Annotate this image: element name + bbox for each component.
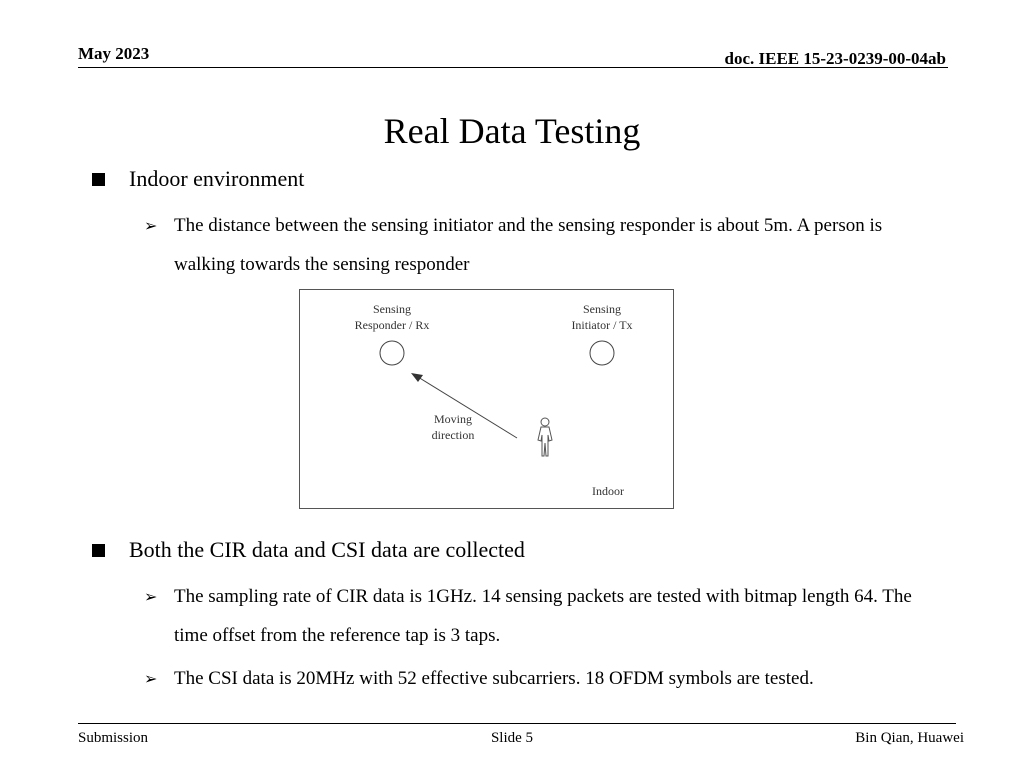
initiator-node-icon <box>590 341 614 365</box>
arrow-bullet-icon: ➢ <box>144 216 158 235</box>
sub-bullet-text: The sampling rate of CIR data is 1GHz. 14 sensing packets are tested with bitmap length 64. The time offset from the reference tap is 3 taps. <box>174 586 912 646</box>
sub-bullet-text: The distance between the sensing initiator and the sensing responder is about 5m. A person is walking towards the sensing responder <box>174 215 883 275</box>
initiator-label: Sensing Initiator / Tx <box>571 302 633 332</box>
sub-bullet-distance <box>144 206 944 284</box>
footer-divider <box>78 723 956 724</box>
square-bullet-icon <box>92 544 105 557</box>
slide-title: Real Data Testing <box>383 111 641 151</box>
responder-label: Sensing Responder / Rx <box>354 302 430 332</box>
bullet-indoor <box>92 166 304 192</box>
arrow-bullet-icon: ➢ <box>144 587 158 606</box>
indoor-scenario-figure <box>299 289 674 509</box>
footer-slide-number: Slide 5 <box>490 730 534 746</box>
footer-submission: Submission <box>78 730 149 746</box>
indoor-label: Indoor <box>592 484 624 498</box>
square-bullet-icon <box>92 173 105 186</box>
bullet-text: Both the CIR data and CSI data are collected <box>129 537 525 562</box>
moving-direction-label: Moving direction <box>431 412 475 442</box>
bullet-text: Indoor environment <box>129 166 305 191</box>
header-doc-id: doc. IEEE 15-23-0239-00-04ab <box>724 49 946 68</box>
arrow-bullet-icon: ➢ <box>144 669 158 688</box>
sub-bullet-cir <box>144 577 944 655</box>
header-date: May 2023 <box>78 44 150 63</box>
sub-bullet-csi <box>144 659 944 698</box>
person-icon <box>538 418 552 456</box>
bullet-data-collected <box>92 537 525 563</box>
footer-author: Bin Qian, Huawei <box>855 730 964 746</box>
responder-node-icon <box>380 341 404 365</box>
sub-bullet-text: The CSI data is 20MHz with 52 effective subcarriers. 18 OFDM symbols are tested. <box>174 668 814 689</box>
header-divider <box>78 67 948 68</box>
